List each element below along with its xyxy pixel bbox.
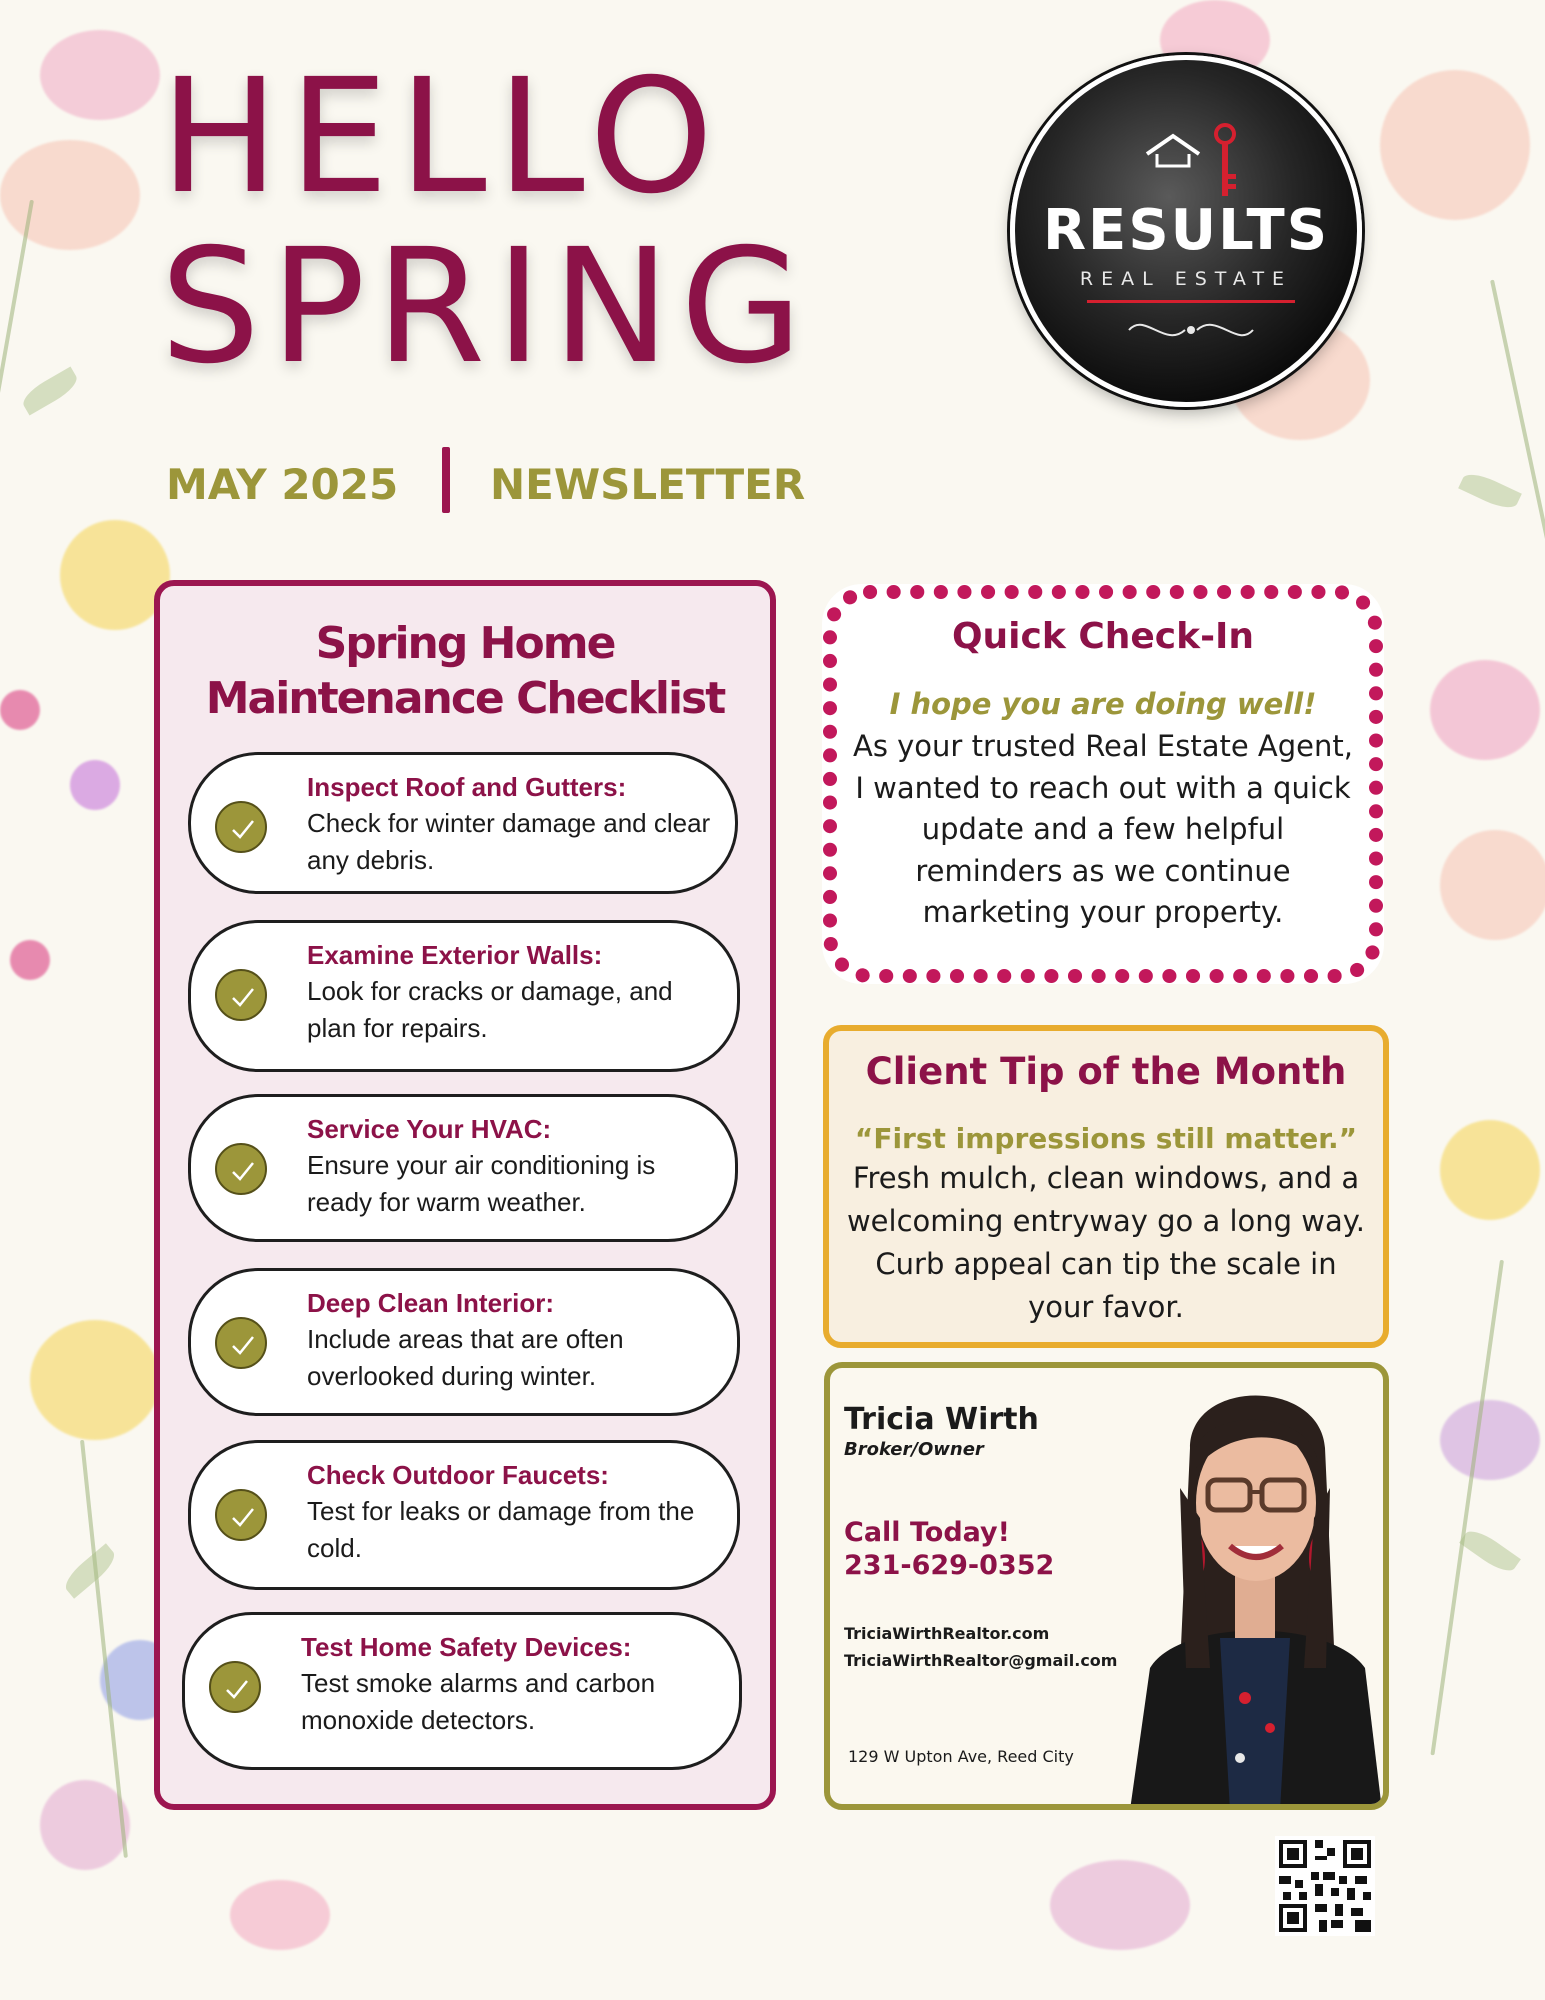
- checkin-lead: I hope you are doing well!: [889, 687, 1317, 721]
- checkin-title: Quick Check-In: [951, 616, 1255, 657]
- check-icon: [215, 1143, 267, 1195]
- checklist-item: [188, 752, 738, 894]
- checklist-item-heading: Service Your HVAC:: [307, 1114, 552, 1144]
- check-icon: [209, 1661, 261, 1713]
- checkin-body: As your trusted Real Estate Agent, I wanted to reach out with a quick update and a few helpful reminders as we continue marketing your property.: [852, 729, 1353, 929]
- agent-website[interactable]: TriciaWirthRealtor.com: [844, 1624, 1050, 1643]
- headline-line-2: SPRING: [160, 215, 813, 399]
- checklist-item: [188, 1268, 740, 1416]
- agent-email[interactable]: TriciaWirthRealtor@gmail.com: [844, 1651, 1118, 1670]
- agent-name: Tricia Wirth: [844, 1402, 1039, 1437]
- check-icon: [215, 1489, 267, 1541]
- page-title: [160, 45, 813, 399]
- agent-phone[interactable]: 231-629-0352: [844, 1550, 1055, 1581]
- brand-logo: [1010, 55, 1362, 407]
- header-divider: [442, 447, 450, 513]
- checklist-item: [188, 920, 740, 1072]
- checklist-item: [188, 1440, 740, 1590]
- headline-line-1: HELLO: [160, 45, 724, 229]
- check-icon: [215, 1317, 267, 1369]
- check-icon: [215, 969, 267, 1021]
- issue-type: NEWSLETTER: [490, 460, 806, 509]
- checklist-item-body: Test smoke alarms and carbon monoxide detectors.: [301, 1668, 656, 1735]
- checklist-item: [188, 1094, 738, 1242]
- checklist-item-body: Ensure your air conditioning is ready for warm weather.: [307, 1150, 656, 1217]
- logo-rule: [1087, 300, 1295, 303]
- checklist-item-body: Include areas that are often overlooked during winter.: [307, 1324, 624, 1391]
- key-icon: [1210, 122, 1240, 200]
- checklist-item: [182, 1612, 742, 1770]
- agent-role: Broker/Owner: [844, 1439, 984, 1460]
- logo-name: RESULTS: [1042, 198, 1330, 263]
- issue-date: MAY 2025: [166, 460, 399, 509]
- check-icon: [215, 801, 267, 853]
- checklist-item-heading: Check Outdoor Faucets:: [307, 1460, 609, 1490]
- checklist-item-heading: Test Home Safety Devices:: [301, 1632, 632, 1662]
- agent-address: 129 W Upton Ave, Reed City: [848, 1747, 1074, 1766]
- checklist-item-heading: Deep Clean Interior:: [307, 1288, 555, 1318]
- quick-check-in-card: [822, 584, 1384, 984]
- agent-photo: [1120, 1368, 1389, 1810]
- checklist-title-line-1: Spring Home: [315, 618, 615, 669]
- qr-code-icon[interactable]: [1275, 1836, 1375, 1936]
- checklist-item-body: Check for winter damage and clear any debris.: [307, 808, 711, 875]
- tip-quote: “First impressions still matter.”: [854, 1122, 1358, 1155]
- house-roof-icon: [1143, 130, 1203, 170]
- client-tip-card: [823, 1025, 1389, 1348]
- checklist-title: [160, 616, 770, 726]
- call-to-action: Call Today!: [844, 1517, 1010, 1548]
- maintenance-checklist: [154, 580, 776, 1810]
- checklist-title-line-2: Maintenance Checklist: [205, 673, 725, 724]
- agent-contact-card: [824, 1362, 1389, 1810]
- logo-tagline: REAL ESTATE: [1079, 268, 1293, 290]
- checklist-item-heading: Examine Exterior Walls:: [307, 940, 603, 970]
- checklist-item-body: Look for cracks or damage, and plan for repairs.: [307, 976, 673, 1043]
- flourish-icon: [1125, 310, 1257, 350]
- tip-title: Client Tip of the Month: [865, 1050, 1347, 1093]
- tip-body: Fresh mulch, clean windows, and a welcoming entryway go a long way. Curb appeal can tip the scale in your favor.: [846, 1161, 1366, 1324]
- checklist-item-body: Test for leaks or damage from the cold.: [307, 1496, 695, 1563]
- checklist-item-heading: Inspect Roof and Gutters:: [307, 772, 627, 802]
